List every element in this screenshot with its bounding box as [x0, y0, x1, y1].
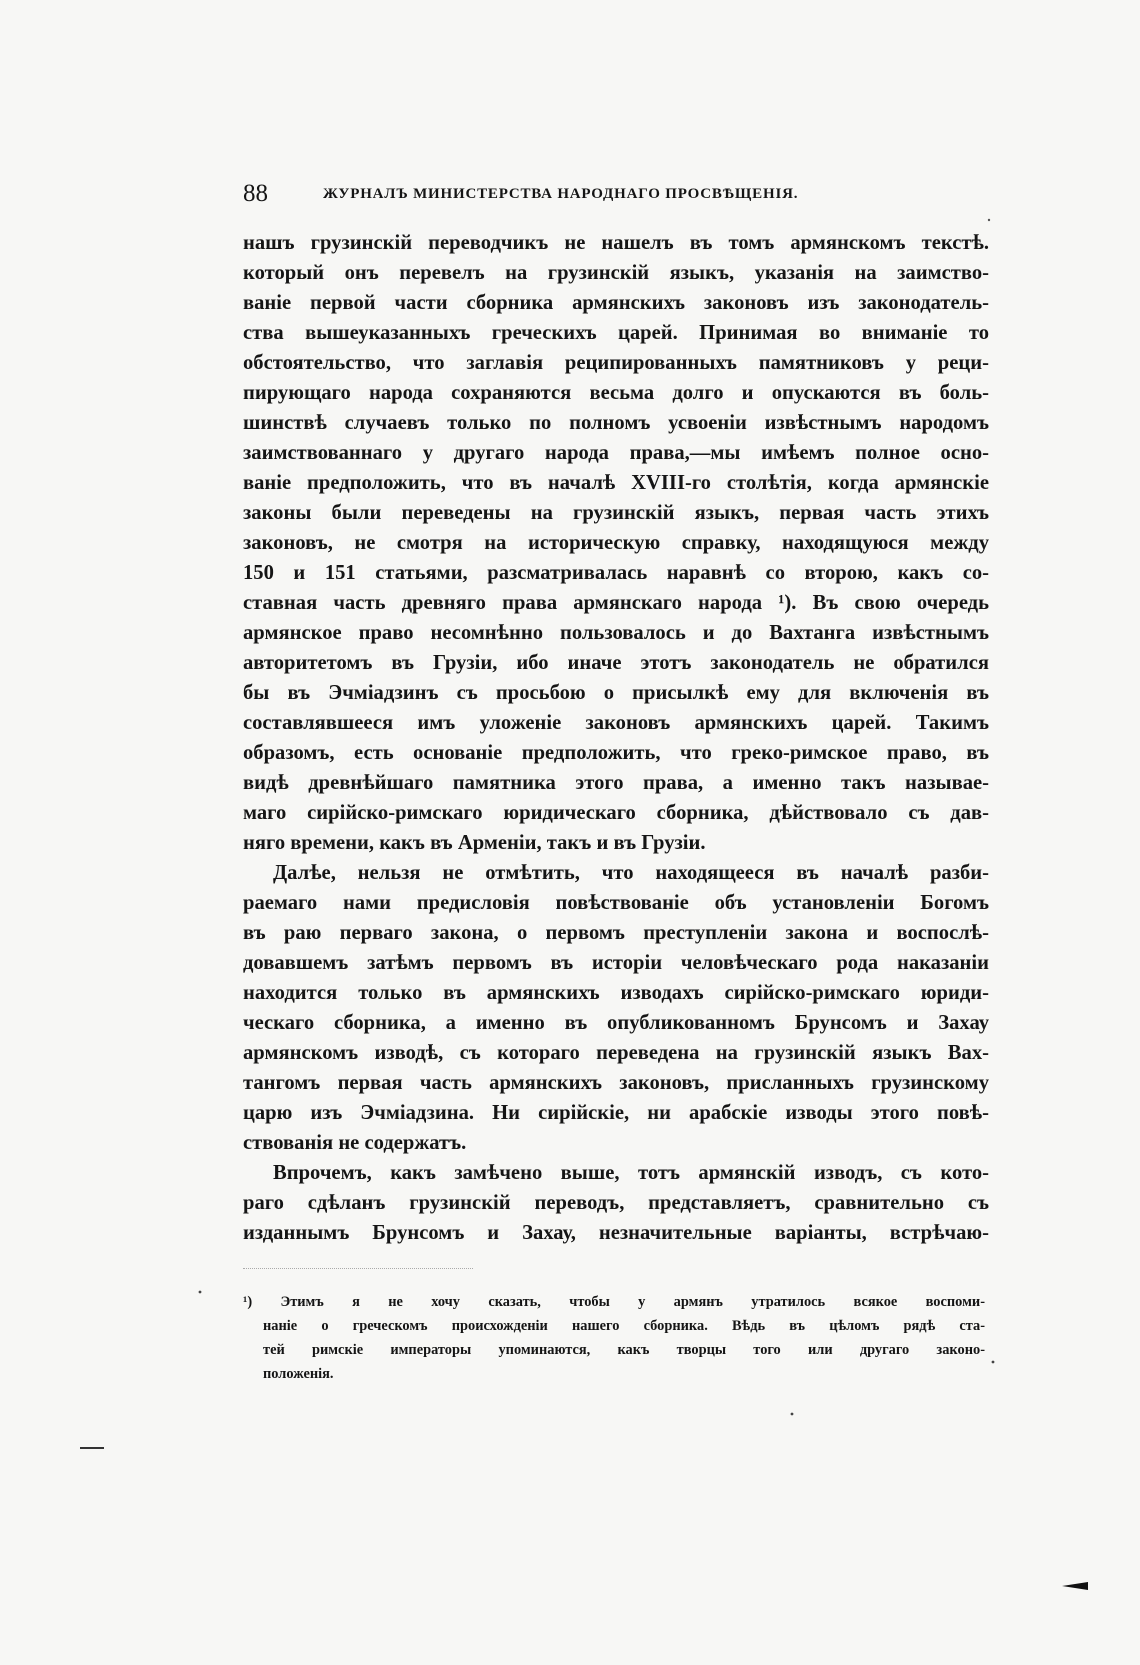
text-line: шинствѣ случаевъ только по полномъ усвоеніи извѣстнымъ народомъ	[243, 412, 989, 434]
text-line: нашъ грузинскій переводчикъ не нашелъ въ томъ армянскомъ текстѣ.	[243, 232, 989, 254]
running-title: ЖУРНАЛЪ МИНИСТЕРСТВА НАРОДНАГО ПРОСВѢЩЕНІЯ.	[323, 186, 799, 202]
text-line: находится только въ армянскихъ изводахъ сирійско-римскаго юриди-	[243, 982, 989, 1004]
text-line: изданнымъ Брунсомъ и Захау, незначительные варіанты, встрѣчаю-	[243, 1222, 989, 1244]
text-line: армянскомъ изводѣ, съ котораго переведена на грузинскій языкъ Вах-	[243, 1042, 989, 1064]
text-line: обстоятельство, что заглавія реципированныхъ памятниковъ у реци-	[243, 352, 989, 374]
text-line: который онъ перевелъ на грузинскій языкъ, указанія на заимство-	[243, 262, 989, 284]
scan-mark	[199, 1291, 202, 1294]
text-line: Далѣе, нельзя не отмѣтить, что находящееся въ началѣ разби-	[273, 862, 989, 884]
text-line: авторитетомъ въ Грузіи, ибо иначе этотъ законодатель не обратился	[243, 652, 989, 674]
footnote-line: наніе о греческомъ происхожденіи нашего сборника. Вѣдь въ цѣломъ рядѣ ста-	[263, 1318, 985, 1334]
text-line: ческаго сборника, а именно въ опубликованномъ Брунсомъ и Захау	[243, 1012, 989, 1034]
text-line: образомъ, есть основаніе предположить, что греко-римское право, въ	[243, 742, 989, 764]
scan-mark	[1062, 1582, 1088, 1590]
footnote-line: тей римскіе императоры упоминаются, какъ творцы того или другаго законо-	[263, 1342, 985, 1358]
page-number: 88	[243, 180, 268, 207]
footnote-line: положенія.	[263, 1366, 334, 1382]
footnote-separator	[243, 1268, 473, 1269]
text-line: маго сирійско-римскаго юридическаго сборника, дѣйствовало съ дав-	[243, 802, 989, 824]
text-line: раго сдѣланъ грузинскій переводъ, представляетъ, сравнительно съ	[243, 1192, 989, 1214]
text-line: составлявшееся имъ уложеніе законовъ армянскихъ царей. Такимъ	[243, 712, 989, 734]
text-line: раемаго нами предисловія повѣствованіе объ установленіи Богомъ	[243, 892, 989, 914]
text-line: бы въ Эчміадзинъ съ просьбою о присылкѣ ему для включенія въ	[243, 682, 989, 704]
text-line: тангомъ первая часть армянскихъ законовъ, присланныхъ грузинскому	[243, 1072, 989, 1094]
text-line: царю изъ Эчміадзина. Ни сирійскіе, ни арабскіе изводы этого повѣ-	[243, 1102, 989, 1124]
text-line: пирующаго народа сохраняются весьма долго и опускаются въ боль-	[243, 382, 989, 404]
text-line: законовъ, не смотря на историческую справку, находящуюся между	[243, 532, 989, 554]
text-line: ства вышеуказанныхъ греческихъ царей. Принимая во вниманіе то	[243, 322, 989, 344]
text-line: ваніе первой части сборника армянскихъ законовъ изъ законодатель-	[243, 292, 989, 314]
page-header	[243, 176, 989, 212]
text-line: ваніе предположить, что въ началѣ XVIII-го столѣтія, когда армянскіе	[243, 472, 989, 494]
text-line: 150 и 151 статьями, разсматривалась наравнѣ со второю, какъ со-	[243, 562, 989, 584]
text-line: въ раю перваго закона, о первомъ преступленіи закона и воспослѣ-	[243, 922, 989, 944]
main-text	[243, 228, 989, 1248]
text-line: ставная часть древняго права армянскаго народа ¹). Въ свою очередь	[243, 592, 989, 614]
text-line: видѣ древнѣйшаго памятника этого права, а именно такъ называе-	[243, 772, 989, 794]
text-line: няго времени, какъ въ Арменіи, такъ и въ Грузіи.	[243, 832, 706, 854]
text-line: Впрочемъ, какъ замѣчено выше, тотъ армянскій изводъ, съ кото-	[273, 1162, 989, 1184]
text-line: ствованія не содержатъ.	[243, 1132, 467, 1154]
footnote-line: ¹) Этимъ я не хочу сказать, чтобы у армянъ утратилось всякое воспоми-	[243, 1294, 985, 1310]
text-line: довавшемъ затѣмъ первомъ въ исторіи человѣческаго рода наказаніи	[243, 952, 989, 974]
text-line: армянское право несомнѣнно пользовалось и до Вахтанга извѣстнымъ	[243, 622, 989, 644]
text-line: заимствованнаго у другаго народа права,—мы имѣемъ полное осно-	[243, 442, 989, 464]
footnote	[243, 1290, 985, 1386]
scan-mark	[992, 1361, 995, 1364]
scan-mark	[791, 1413, 794, 1416]
scan-mark	[988, 219, 990, 221]
text-line: законы были переведены на грузинскій языкъ, первая часть этихъ	[243, 502, 989, 524]
